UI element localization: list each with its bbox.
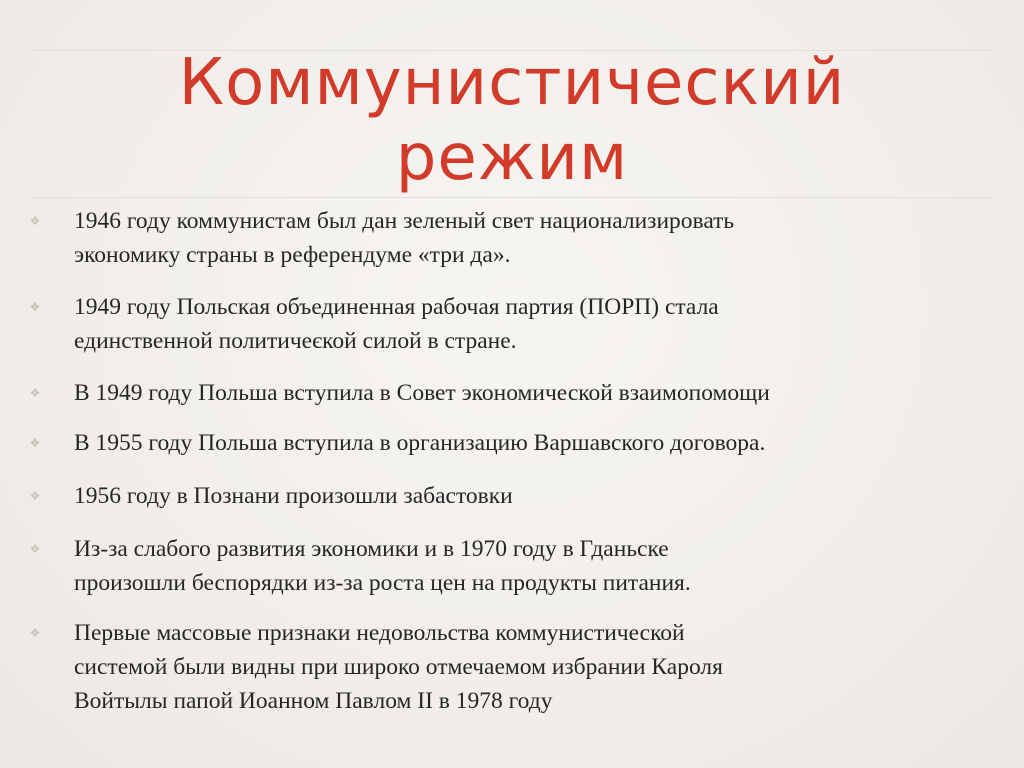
- bullet-item: [28, 616, 988, 718]
- bullet-line: Войтылы папой Иоанном Павлом II в 1978 году: [74, 688, 553, 714]
- bullet-line: системой были видны при широко отмечаемом избрании Кароля: [74, 654, 723, 680]
- bullet-line: Первые массовые признаки недовольства коммунистической: [74, 620, 685, 646]
- bullet-line: экономику страны в референдуме «три да».: [74, 242, 511, 268]
- fleuron-bullet-icon: ❖: [29, 386, 41, 400]
- fleuron-bullet-icon: ❖: [29, 214, 41, 228]
- bullet-line: Из-за слабого развития экономики и в 1970 году в Гданьске: [74, 536, 669, 562]
- bullet-line: 1946 году коммунистам был дан зеленый свет национализировать: [74, 208, 735, 234]
- fleuron-bullet-icon: ❖: [29, 489, 41, 503]
- bullet-item: [28, 290, 988, 358]
- bullet-line: В 1949 году Польша вступила в Совет экономической взаимопомощи: [74, 380, 770, 406]
- fleuron-bullet-icon: ❖: [29, 300, 41, 314]
- bullet-line: В 1955 году Польша вступила в организацию Варшавского договора.: [74, 430, 766, 456]
- bullet-item: [28, 479, 988, 513]
- bullet-item: [28, 204, 988, 272]
- bullet-text: [74, 616, 988, 718]
- bullet-text: [74, 532, 988, 600]
- fleuron-bullet-icon: ❖: [29, 542, 41, 556]
- bullet-line: единственной политичеєкой силой в стране.: [74, 328, 517, 354]
- slide-title-line-2: режим: [395, 121, 629, 195]
- slide-title-line-1: Коммунистический: [178, 46, 846, 120]
- fleuron-bullet-icon: ❖: [29, 626, 41, 640]
- bullet-text: [74, 479, 988, 513]
- bullet-text: [74, 290, 988, 358]
- bullet-line: произошли беспорядки из-за роста цен на продукты питания.: [74, 570, 691, 596]
- bullet-line: 1949 году Польская объединенная рабочая партия (ПОРП) стала: [74, 294, 719, 320]
- bullet-line: 1956 году в Познани произошли забастовки: [74, 483, 513, 509]
- bullet-text: [74, 376, 988, 410]
- bullet-text: [74, 204, 988, 272]
- fleuron-bullet-icon: ❖: [29, 436, 41, 450]
- bullet-item: [28, 426, 988, 460]
- bullet-item: [28, 532, 988, 600]
- bullet-item: [28, 376, 988, 410]
- bullet-text: [74, 426, 988, 460]
